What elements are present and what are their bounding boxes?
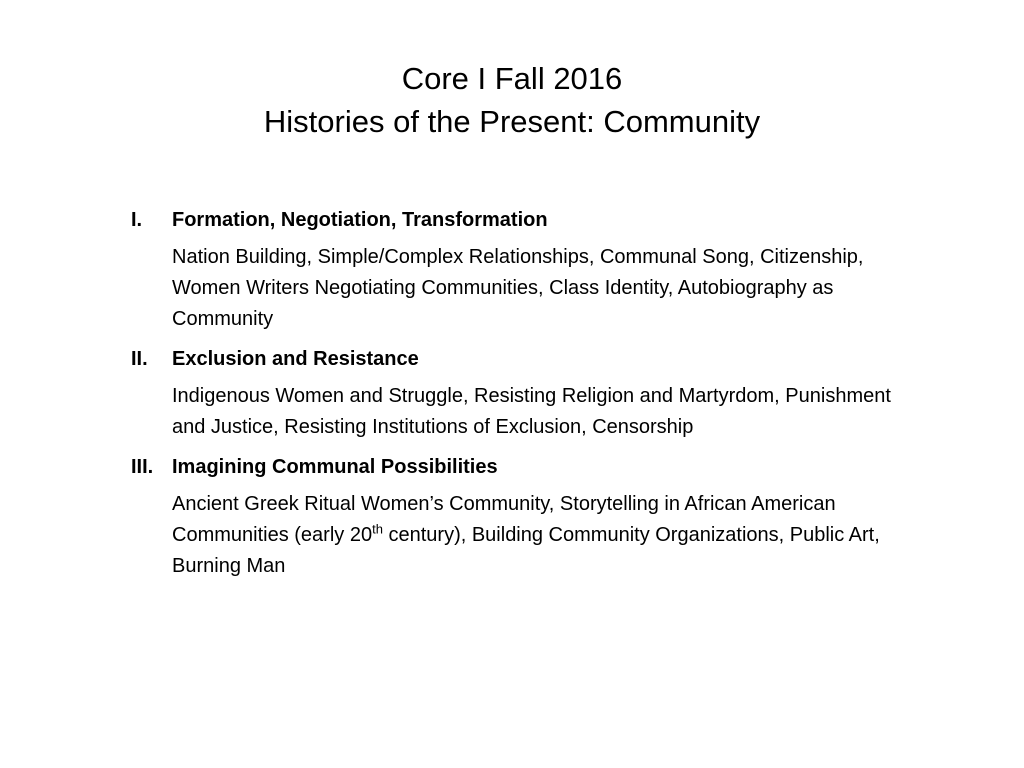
outline-section-2 [131, 345, 921, 443]
title-line-2: Histories of the Present: Community [263, 104, 761, 139]
section-numeral: I. [131, 209, 143, 231]
title-line-1: Core I Fall 2016 [401, 61, 623, 96]
section-heading: Imagining Communal Possibilities [172, 456, 498, 478]
outline-section-3 [131, 453, 921, 582]
section-body: Nation Building, Simple/Complex Relationships, Communal Song, Citizenship, Women Writers Negotiating Communities, Class Identity, Autobiography as Community [172, 246, 864, 330]
ordinal-superscript: th [372, 521, 383, 537]
section-body [172, 489, 921, 582]
slide-title [0, 57, 1024, 143]
section-numeral: II. [131, 348, 148, 370]
section-heading: Formation, Negotiation, Transformation [172, 209, 548, 231]
section-heading-row [131, 206, 921, 234]
section-body-text: century), Building Community Organizations, Public Art, Burning Man [172, 524, 880, 577]
section-heading-row [131, 345, 921, 373]
section-heading-row [131, 453, 921, 481]
section-body-text: Ancient Greek Ritual Women’s Community, Storytelling in African American Communities (early 20 [172, 493, 836, 546]
outline-section-1 [131, 206, 921, 335]
outline-list [131, 206, 921, 592]
section-body: Indigenous Women and Struggle, Resisting Religion and Martyrdom, Punishment and Justice, Resisting Institutions of Exclusion, Censorship [172, 385, 891, 438]
section-numeral: III. [131, 456, 154, 478]
section-heading: Exclusion and Resistance [172, 348, 419, 370]
